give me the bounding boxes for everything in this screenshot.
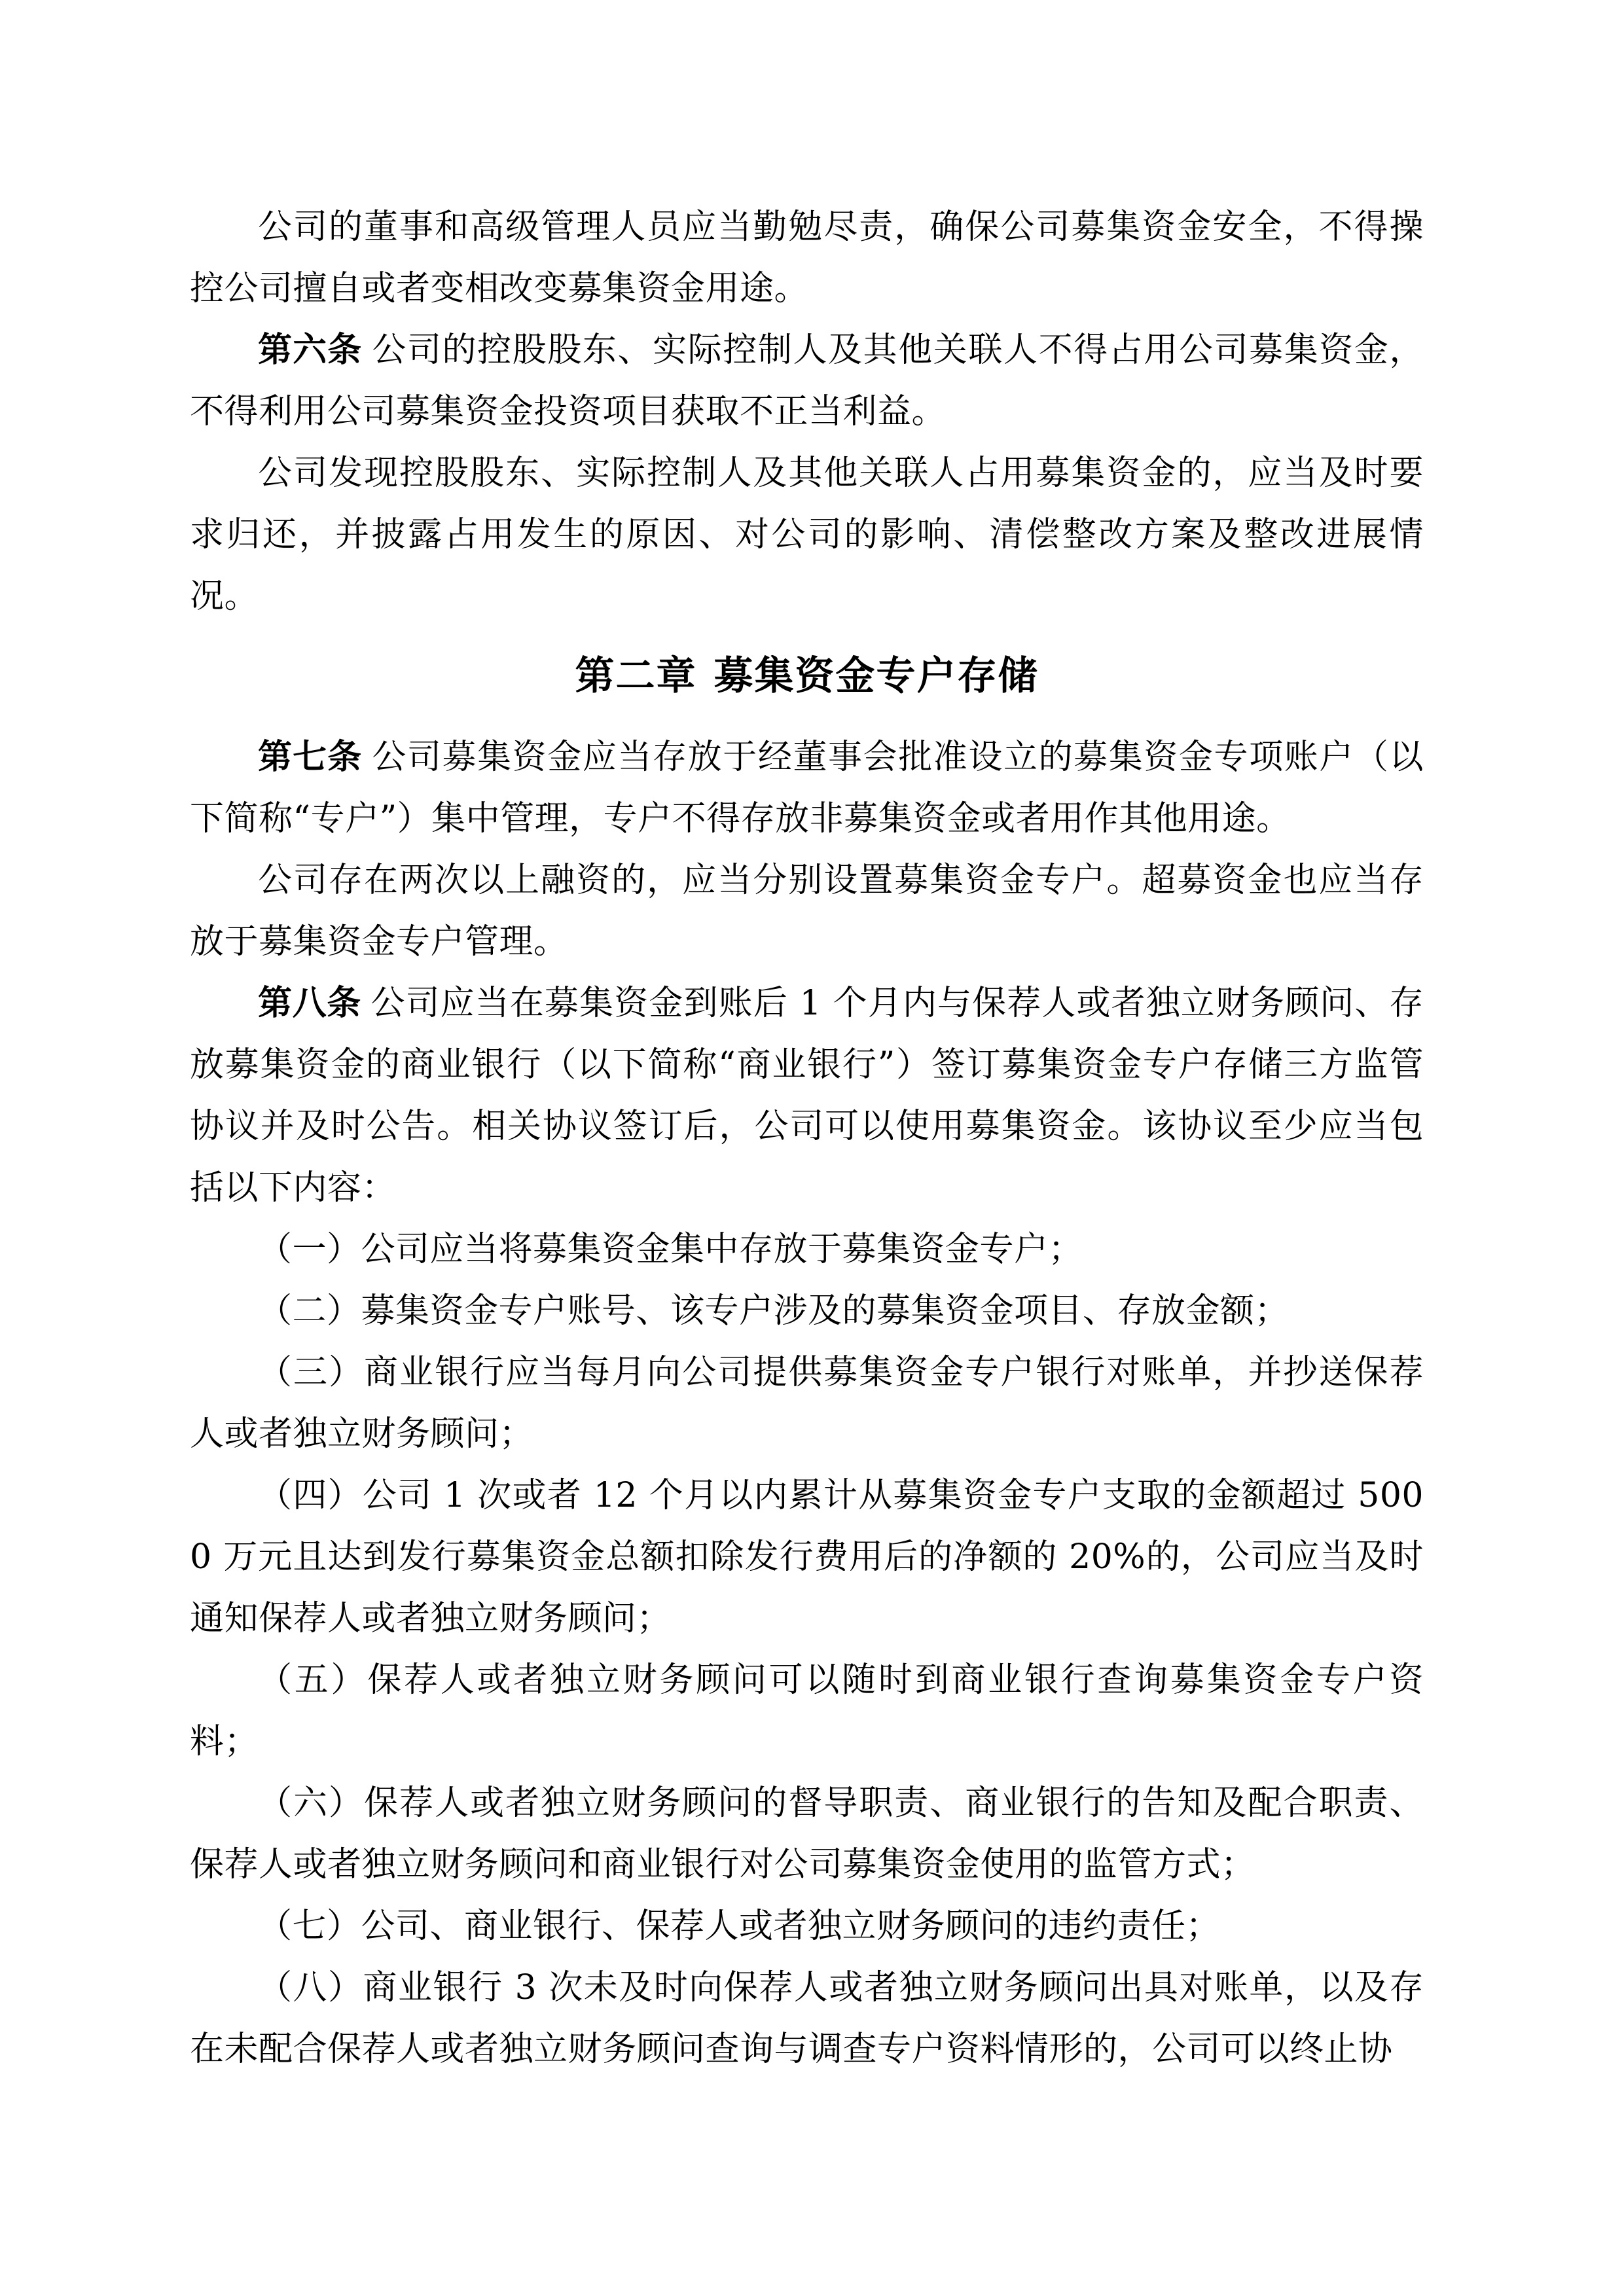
list-item-6-marker: （六）: [258, 1784, 365, 1823]
list-item-8-marker: （八）: [258, 1968, 363, 2007]
list-item-1-text: 公司应当将募集资金集中存放于募集资金专户；: [361, 1230, 1083, 1269]
chapter-2-title: 募集资金专户存储: [713, 653, 1039, 699]
list-item-1: [190, 1219, 1424, 1280]
list-item-2: [190, 1280, 1424, 1342]
paragraph-multiple-financings: 公司存在两次以上融资的，应当分别设置募集资金专户。超募资金也应当存放于募集资金专户管理。: [190, 861, 1424, 961]
article-8-text: 公司应当在募集资金到账后 1 个月内与保荐人或者独立财务顾问、存放募集资金的商业银行（以下简称“商业银行”）签订募集资金专户存储三方监管协议并及时公告。相关协议签订后，公司可以使用募集资金。该协议至少应当包括以下内容：: [190, 984, 1424, 1208]
article-6-paragraph: [190, 319, 1424, 442]
list-item-8-text: 商业银行 3 次未及时向保荐人或者独立财务顾问出具对账单，以及存在未配合保荐人或者独立财务顾问查询与调查专户资料情形的，公司可以终止协: [190, 1968, 1424, 2069]
list-item-7: [190, 1895, 1424, 1957]
chapter-2-number: 第二章: [575, 653, 697, 699]
paragraph-directors-duty: 公司的董事和高级管理人员应当勤勉尽责，确保公司募集资金安全，不得操控公司擅自或者变相改变募集资金用途。: [190, 207, 1424, 308]
article-7-text: 公司募集资金应当存放于经董事会批准设立的募集资金专项账户（以下简称“专户”）集中管理，专户不得存放非募集资金或者用作其他用途。: [190, 738, 1424, 838]
list-item-2-text: 募集资金专户账号、该专户涉及的募集资金项目、存放金额；: [361, 1291, 1290, 1331]
chapter-2-heading: [190, 645, 1424, 707]
article-8-paragraph: [190, 973, 1424, 1219]
list-item-6: [190, 1772, 1424, 1895]
article-7-label: 第七条: [258, 737, 363, 777]
list-item-4-text: 公司 1 次或者 12 个月以内累计从募集资金专户支取的金额超过 5000 万元且达到发行募集资金总额扣除发行费用后的净额的 20%的，公司应当及时通知保荐人或者独立财务顾问；: [190, 1476, 1424, 1638]
list-item-4: [190, 1465, 1424, 1649]
list-item-5-marker: （五）: [258, 1660, 368, 1700]
list-item-3: [190, 1342, 1424, 1465]
article-6-text: 公司的控股股东、实际控制人及其他关联人不得占用公司募集资金，不得利用公司募集资金投资项目获取不正当利益。: [190, 331, 1424, 431]
list-item-7-marker: （七）: [258, 1907, 361, 1946]
list-item-5-text: 保荐人或者独立财务顾问可以随时到商业银行查询募集资金专户资料；: [190, 1660, 1424, 1761]
list-item-4-marker: （四）: [258, 1476, 363, 1515]
list-item-5: [190, 1649, 1424, 1772]
article-7-paragraph: [190, 726, 1424, 850]
article-6-label: 第六条: [258, 330, 363, 370]
list-item-1-marker: （一）: [258, 1230, 361, 1269]
list-item-6-text: 保荐人或者独立财务顾问的督导职责、商业银行的告知及配合职责、保荐人或者独立财务顾问和商业银行对公司募集资金使用的监管方式；: [190, 1784, 1424, 1884]
article-8-label: 第八条: [258, 983, 361, 1023]
paragraph-occupation-disclosure: 公司发现控股股东、实际控制人及其他关联人占用募集资金的，应当及时要求归还，并披露占用发生的原因、对公司的影响、清偿整改方案及整改进展情况。: [190, 454, 1424, 616]
page-content: [190, 196, 1424, 2080]
list-item-2-marker: （二）: [258, 1291, 361, 1331]
list-item-8: [190, 1957, 1424, 2080]
list-item-7-text: 公司、商业银行、保荐人或者独立财务顾问的违约责任；: [361, 1907, 1221, 1946]
list-item-3-marker: （三）: [258, 1353, 365, 1392]
list-item-3-text: 商业银行应当每月向公司提供募集资金专户银行对账单，并抄送保荐人或者独立财务顾问；: [190, 1353, 1424, 1454]
